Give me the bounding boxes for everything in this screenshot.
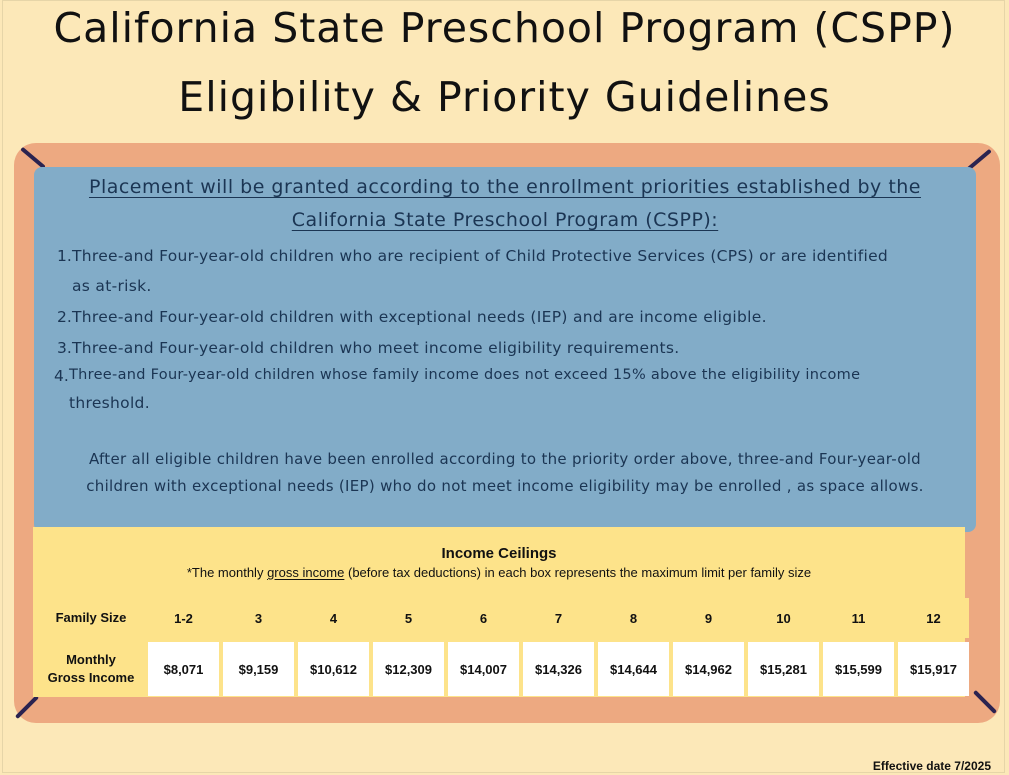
family-size-cell: 12 (898, 598, 969, 638)
income-table (34, 594, 973, 700)
page-title-line-2: Eligibility & Priority Guidelines (178, 73, 831, 121)
income-ceilings-title: Income Ceilings (441, 545, 557, 562)
note-line-2: children with exceptional needs (IEP) who do not meet income eligibility may be enrolled , as space allows. (86, 477, 924, 495)
family-size-cell: 9 (673, 598, 744, 638)
income-cell: $10,612 (298, 642, 369, 696)
monthly-income-row (38, 642, 969, 696)
family-size-cell: 7 (523, 598, 594, 638)
priority-3-number: 3. (57, 339, 72, 357)
page-title-line-1: California State Preschool Program (CSPP) (53, 4, 956, 52)
note-line-1: After all eligible children have been enrolled according to the priority order above, three-and Four-year-old (88, 450, 922, 468)
priority-1-line-1: Three-and Four-year-old children who are recipient of Child Protective Services (CPS) or are identified (72, 247, 889, 265)
family-size-cell: 10 (748, 598, 819, 638)
income-cell: $14,326 (523, 642, 594, 696)
income-cell: $9,159 (223, 642, 294, 696)
priority-3-line-1: Three-and Four-year-old children who meet income eligibility requirements. (72, 339, 680, 357)
income-ceilings-subtitle (33, 565, 965, 580)
family-size-cell: 5 (373, 598, 444, 638)
family-size-cell: 6 (448, 598, 519, 638)
family-size-cell: 4 (298, 598, 369, 638)
subtitle-pre: *The monthly (186, 565, 268, 580)
placement-heading-line-1: Placement will be granted according to the enrollment priorities established by the (88, 176, 921, 198)
income-cell: $15,917 (898, 642, 969, 696)
priority-4-number: 4. (54, 367, 69, 385)
family-size-cell: 1-2 (148, 598, 219, 638)
family-size-label: Family Size (38, 598, 144, 638)
priority-2-number: 2. (57, 308, 72, 326)
subtitle-gross-income: gross income (267, 565, 345, 580)
income-cell: $14,644 (598, 642, 669, 696)
priority-1-line-2: as at-risk. (72, 277, 152, 295)
monthly-gross-income-label (38, 642, 144, 696)
subtitle-post: (before tax deductions) in each box represents the maximum limit per family size (344, 565, 812, 580)
family-size-cell: 8 (598, 598, 669, 638)
monthly-label-line-2: Gross Income (47, 670, 135, 685)
monthly-label-line-1: Monthly (66, 652, 116, 667)
income-cell: $8,071 (148, 642, 219, 696)
priority-4-line-2: threshold. (69, 394, 150, 412)
effective-date: Effective date 7/2025 (872, 759, 991, 773)
family-size-cell: 3 (223, 598, 294, 638)
priority-2-line-1: Three-and Four-year-old children with exceptional needs (IEP) and are income eligible. (72, 308, 767, 326)
placement-heading-line-2: California State Preschool Program (CSPP): (291, 209, 719, 231)
priority-4-line-1: Three-and Four-year-old children whose family income does not exceed 15% above the eligibility income (69, 367, 861, 383)
family-size-cell: 11 (823, 598, 894, 638)
income-cell: $15,281 (748, 642, 819, 696)
income-cell: $12,309 (373, 642, 444, 696)
income-cell: $14,007 (448, 642, 519, 696)
income-cell: $15,599 (823, 642, 894, 696)
income-cell: $14,962 (673, 642, 744, 696)
priority-1-number: 1. (57, 247, 72, 265)
family-size-row (38, 598, 969, 638)
